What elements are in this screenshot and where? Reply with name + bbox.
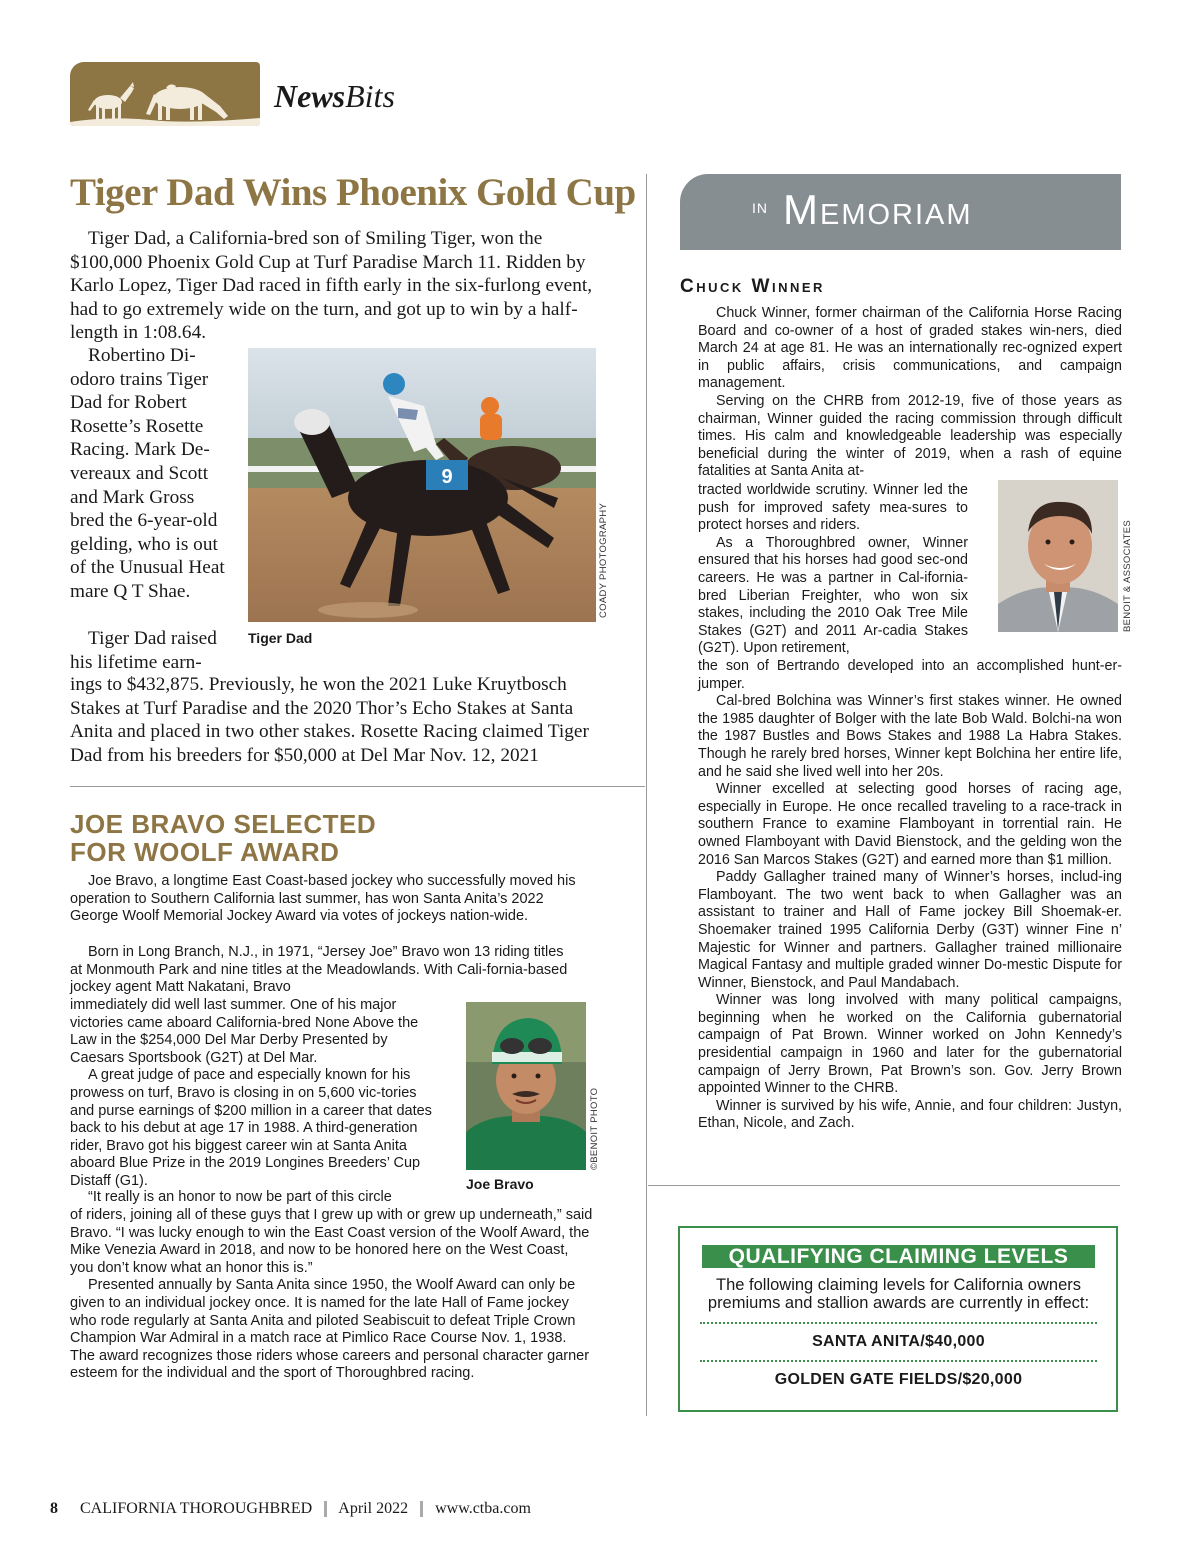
paragraph: Joe Bravo, a longtime East Coast-based jockey who successfully moved his operation to Southern California last summer, has won Santa Anita’s 2022 George Woolf Memorial Jockey Award via votes of jockeys nation-wide.: [70, 873, 576, 925]
paragraph-continued: tracted worldwide scrutiny. Winner led the push for improved safety mea-sures to protect horses and riders.: [698, 482, 968, 534]
photo-caption-tiger-dad: Tiger Dad: [248, 630, 313, 646]
page-footer: [50, 1500, 531, 1518]
paragraph: Presented annually by Santa Anita since 1950, the Woolf Award can only be given to an individual jockey once. It is named for the late Hall of Fame jockey who rode regularly at Santa Anita and piloted Seabiscuit to defeat Triple Crown Champion War Admiral in a match race at Pimlico Race Course Nov. 1, 1938. The award recognizes those riders whose careers and personal character garner esteem for the individual and the sport of Thoroughbred racing.: [70, 1277, 590, 1382]
photo-credit-coady: COADY PHOTOGRAPHY: [598, 502, 609, 618]
article-title-tiger-dad: Tiger Dad Wins Phoenix Gold Cup: [70, 171, 636, 214]
photo-credit-benoit: ©BENOIT PHOTO: [589, 1087, 600, 1170]
claiming-levels-subtitle: The following claiming levels for California owners premiums and stallion awards are currently in effect:: [707, 1276, 1090, 1312]
paragraph-continued: of riders, joining all of these guys that I grew up with or grew up underneath,” said Bravo. “I was lucky enough to win the East Coast version of the Woolf Award, the Mike Venezia Award in 2018, and now to be honored here on the West Coast, you don’t know what an honor this is.”: [70, 1207, 593, 1276]
paragraph: A great judge of pace and especially known for his prowess on turf, Bravo is closing in on 5,600 vic-tories and purse earnings of $200 million in a career that dates back to his debut at age 17 in 1988. A third-generation rider, Bravo got his biggest career win at Santa Anita aboard Blue Prize in the 2019 Longines Breeders’ Cup Distaff (G1).: [70, 1067, 432, 1189]
paragraph-continued: ings to $432,875. Previously, he won the 2021 Luke Kruytbosch Stakes at Turf Paradise and the 2020 Thor’s Echo Stakes at Santa Anita and placed in two other stakes. Rosette Racing claimed Tiger Dad from his breeders for $50,000 at Del Mar Nov. 12, 2021: [70, 674, 589, 766]
memoriam-paragraph-1: [698, 305, 1122, 481]
tiger-dad-paragraph-3-wrap: [70, 627, 230, 675]
article-title-joe-bravo: [70, 810, 376, 866]
section-brand: [274, 78, 395, 115]
page-number: 8: [50, 1500, 58, 1517]
photo-caption-joe-bravo: Joe Bravo: [466, 1176, 534, 1192]
joe-bravo-paragraph-4: [70, 1207, 594, 1383]
paragraph-continued: immediately did well last summer. One of his major victories came aboard California-bred None Above the Law in the $254,000 Del Mar Derby Presented by Caesars Sportsbook (G2T) at Del Mar.: [70, 997, 419, 1066]
memoriam-paragraph-3-rest: [698, 658, 1122, 1133]
brand-news: News: [274, 78, 346, 114]
paragraph: Born in Long Branch, N.J., in 1971, “Jersey Joe” Bravo won 13 riding titles at Monmouth Park and nine titles at the Meadowlands. With Cali-fornia-based jockey agent Matt Nakatani, Bravo: [70, 944, 568, 996]
racehorse-photo-illustration: [248, 348, 596, 622]
paragraph: Winner was long involved with many political campaigns, beginning when he worked on the California gubernatorial campaign of Pat Brown. Winner worked on John Kennedy’s presidential campaign in 1960 and later for the gubernatorial campaign of Jerry Brown, Pat Brown’s son. Gov. Jerry Brown appointed Winner to the CHRB.: [698, 992, 1122, 1097]
section-divider: [70, 786, 645, 787]
jockey-portrait-illustration: [466, 1002, 586, 1170]
horses-silhouette-icon: [70, 62, 260, 126]
joe-bravo-paragraph-1: [70, 873, 590, 926]
claiming-level-santa-anita: SANTA ANITA/$40,000: [812, 1333, 985, 1350]
section-divider-right: [648, 1185, 1120, 1186]
paragraph: Robertino Di-odoro trains Tiger Dad for Robert Rosette’s Rosette Racing. Mark De-vereaux and Scott and Mark Gross bred the 6-year-old gelding, who is out of the Unusual Heat mare Q T Shae.: [70, 345, 225, 602]
tiger-dad-race-photo: [248, 348, 596, 622]
saddle-number: 9: [441, 466, 453, 488]
tiger-dad-paragraph-1: [70, 227, 596, 345]
claiming-levels-title: QUALIFYING CLAIMING LEVELS: [702, 1245, 1095, 1268]
chuck-winner-portrait: [998, 480, 1118, 632]
joe-bravo-paragraph-4-top: [70, 1189, 442, 1207]
paragraph: As a Thoroughbred owner, Winner ensured that his horses had good sec-ond careers. He was a partner in Cal-ifornia-bred Liberian Freighter, who won six stakes, including the 2010 Oak Tree Mile Stakes (G2T) and 2011 Ar-cadia Stakes (G2T). Upon retirement,: [698, 534, 968, 657]
dotted-divider: [700, 1322, 1097, 1324]
newsbits-logo: [70, 62, 260, 126]
paragraph: Chuck Winner, former chairman of the California Horse Racing Board and co-owner of a host of graded stakes win-ners, died March 24 at age 81. He was an internationally rec-ognized expert in public affairs, crisis communications, and campaign management.: [698, 305, 1122, 392]
website-link[interactable]: www.ctba.com: [435, 1500, 531, 1517]
photo-credit-benoit-associates: BENOIT & ASSOCIATES: [1122, 520, 1133, 632]
paragraph: Cal-bred Bolchina was Winner’s first stakes winner. He owned the 1985 daughter of Bolger with the late Bob Wald. Bolchi-na won the 1987 Bustles and Bows Stakes and 1988 La Habra Stakes. Though he rarely bred horses, Winner kept Bolchina her entire life, and he said she lived well into her 20s.: [698, 693, 1122, 780]
brand-bits: Bits: [345, 78, 395, 114]
issue-date: April 2022: [338, 1500, 409, 1517]
banner-memoriam: Memoriam: [783, 186, 973, 233]
paragraph: Tiger Dad, a California-bred son of Smiling Tiger, won the $100,000 Phoenix Gold Cup at Turf Paradise March 11. Ridden by Karlo Lopez, Tiger Dad raced in fifth early in the six-furlong event, had to go extremely wide on the turn, and got up to win by a half-length in 1:08.64.: [70, 228, 593, 344]
paragraph: Winner excelled at selecting good horses of racing age, especially in Europe. He once recalled traveling to a race-track in southern France to examine Flamboyant in torrential rain. He owned Flamboyant with David Bienstock, and the gelding won the 2016 San Marcos Stakes (G2T) and earned more than $1 million.: [698, 781, 1122, 868]
portrait-illustration: [998, 480, 1118, 632]
paragraph: Tiger Dad raised his lifetime earn-: [70, 628, 217, 673]
memoriam-paragraph-2: [698, 482, 968, 658]
paragraph: “It really is an honor to now be part of this circle: [88, 1189, 392, 1205]
title-line-2: FOR WOOLF AWARD: [70, 837, 340, 867]
joe-bravo-portrait: [466, 1002, 586, 1170]
joe-bravo-paragraph-2: [70, 997, 442, 1191]
dotted-divider: [700, 1360, 1097, 1362]
claiming-level-golden-gate: GOLDEN GATE FIELDS/$20,000: [774, 1371, 1023, 1388]
joe-bravo-paragraph-2-top: [70, 944, 570, 997]
footer-separator: [420, 1501, 423, 1517]
tiger-dad-paragraph-2: [70, 344, 230, 604]
memoriam-name: Chuck Winner: [680, 276, 825, 297]
tiger-dad-paragraph-3: [70, 673, 596, 767]
title-line-1: JOE BRAVO SELECTED: [70, 809, 377, 839]
paragraph: Winner is survived by his wife, Annie, and four children: Justyn, Ethan, Nicole, and Zach.: [698, 1097, 1122, 1132]
paragraph: Paddy Gallagher trained many of Winner’s horses, includ-ing Flamboyant. The two went back to when Gallagher was an assistant to trainer and Hall of Fame jockey Bill Shoemak-er. Shoemaker trained 1995 California Derby (G3T) winner Fine n’ Majestic for Winner and partners. Gallagher trained millionaire Magical Fantasy and multiple graded winner Do-mestic Dispute for Winner, Bienstock, and Paul Mandabach.: [698, 869, 1122, 991]
footer-separator: [324, 1501, 327, 1517]
banner-in: IN: [752, 200, 768, 216]
paragraph: Serving on the CHRB from 2012-19, five of those years as chairman, Winner guided the racing commission through difficult times. His calm and knowledgeable leadership was especially beneficial during the winter of 2019, when a rash of equine fatalities at Santa Anita at-: [698, 392, 1122, 480]
magazine-name: CALIFORNIA THOROUGHBRED: [80, 1500, 313, 1517]
column-divider: [646, 174, 647, 1416]
paragraph-continued: the son of Bertrando developed into an accomplished hunt-er-jumper.: [698, 658, 1122, 692]
